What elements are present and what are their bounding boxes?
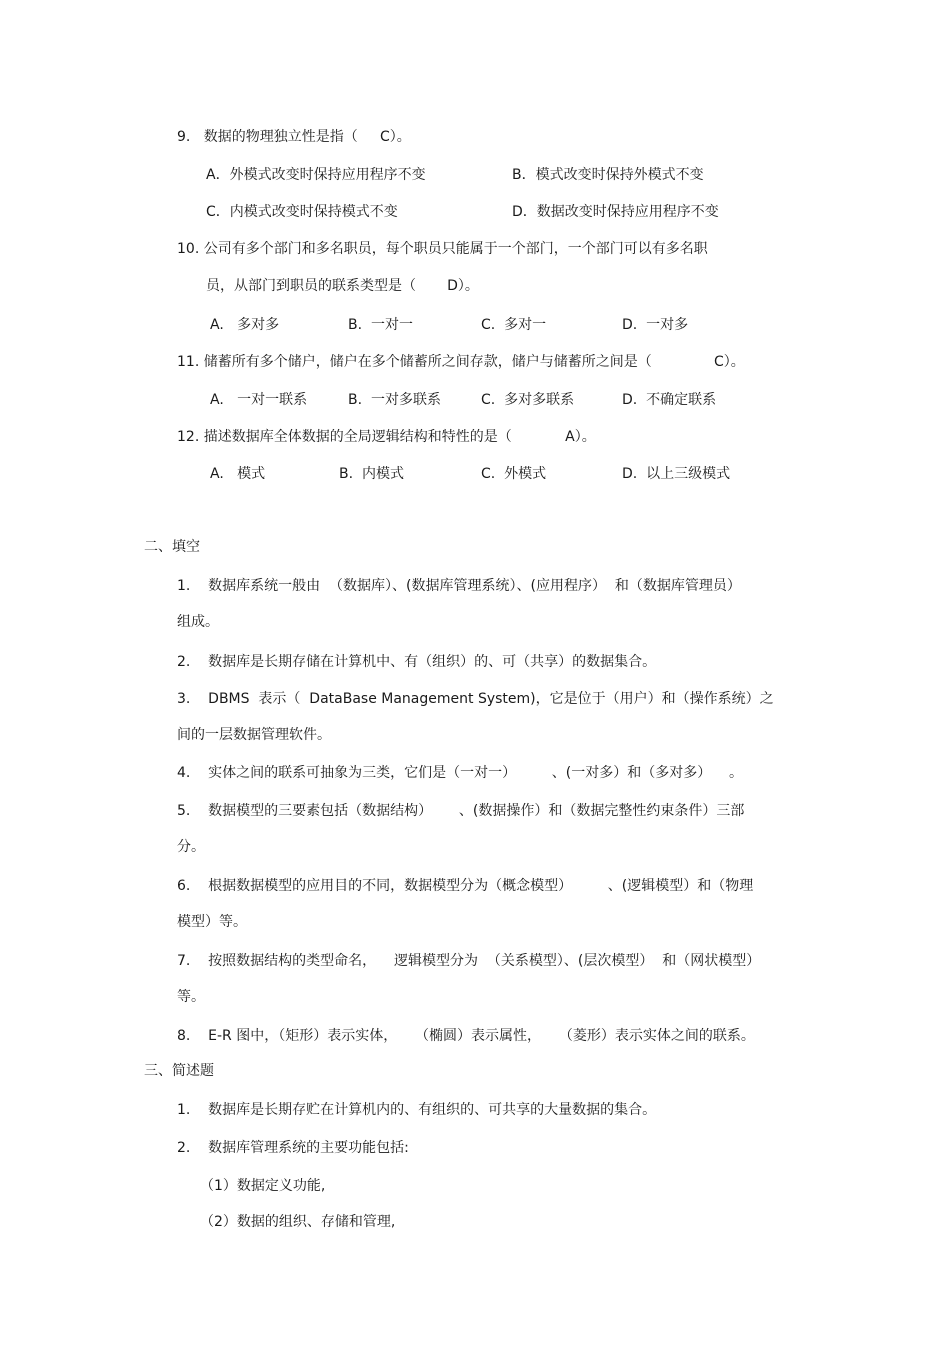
q10-option-d: D. 一对多 bbox=[622, 317, 689, 333]
fill-item-6-line1: 6. 根据数据模型的应用目的不同，数据模型分为（概念模型） 、(逻辑模型）和（物理 bbox=[177, 878, 754, 894]
fill-item-8: 8. E-R 图中，（矩形）表示实体， （椭圆）表示属性， （菱形）表示实体之间的联系。 bbox=[177, 1028, 755, 1044]
fill-item-5-line1: 5. 数据模型的三要素包括（数据结构） 、(数据操作）和（数据完整性约束条件）三部 bbox=[177, 803, 745, 819]
fill-item-3-line2: 间的一层数据管理软件。 bbox=[177, 727, 331, 743]
q9-option-b: B．模式改变时保持外模式不变 bbox=[512, 167, 704, 183]
short-answer-subitem-2: （2）数据的组织、存储和管理, bbox=[200, 1214, 396, 1230]
fill-item-7-line1: 7. 按照数据结构的类型命名， 逻辑模型分为 （关系模型）、(层次模型） 和（网状模型） bbox=[177, 953, 761, 969]
q11-option-c: C. 多对多联系 bbox=[481, 392, 575, 408]
q10-option-a: A. 多对多 bbox=[210, 317, 280, 333]
fill-item-5-line2: 分。 bbox=[177, 839, 205, 855]
fill-item-6-line2: 模型）等。 bbox=[177, 914, 247, 930]
q10-option-b: B. 一对一 bbox=[348, 317, 413, 333]
fill-item-1-line2: 组成。 bbox=[177, 614, 219, 630]
q11-stem: 11. 储蓄所有多个储户，储户在多个储蓄所之间存款，储户与储蓄所之间是（ C）。 bbox=[177, 354, 745, 370]
q12-stem: 12. 描述数据库全体数据的全局逻辑结构和特性的是（ A）。 bbox=[177, 429, 596, 445]
q10-option-c: C. 多对一 bbox=[481, 317, 547, 333]
q10-stem-line2: 员，从部门到职员的联系类型是（ D）。 bbox=[206, 278, 479, 294]
q11-option-a: A. 一对一联系 bbox=[210, 392, 308, 408]
fill-item-2: 2. 数据库是长期存储在计算机中、有（组织）的、可（共享）的数据集合。 bbox=[177, 654, 657, 670]
fill-section-heading: 二、填空 bbox=[144, 539, 200, 555]
fill-item-7-line2: 等。 bbox=[177, 989, 205, 1005]
short-answer-item-2: 2. 数据库管理系统的主要功能包括: bbox=[177, 1140, 409, 1156]
short-answer-subitem-1: （1）数据定义功能, bbox=[200, 1178, 326, 1194]
q9-option-a: A．外模式改变时保持应用程序不变 bbox=[206, 167, 426, 183]
q10-stem-line1: 10. 公司有多个部门和多名职员，每个职员只能属于一个部门，一个部门可以有多名职 bbox=[177, 241, 708, 257]
q9-option-c: C．内模式改变时保持模式不变 bbox=[206, 204, 398, 220]
fill-item-3-line1: 3. DBMS 表示（ DataBase Management System)，它是位于（用户）和（操作系统）之 bbox=[177, 691, 774, 707]
q12-option-a: A. 模式 bbox=[210, 466, 266, 482]
q12-option-b: B. 内模式 bbox=[339, 466, 404, 482]
short-answer-heading: 三、简述题 bbox=[144, 1063, 214, 1079]
short-answer-item-1: 1. 数据库是长期存贮在计算机内的、有组织的、可共享的大量数据的集合。 bbox=[177, 1102, 657, 1118]
q12-option-c: C. 外模式 bbox=[481, 466, 547, 482]
fill-item-4: 4. 实体之间的联系可抽象为三类，它们是（一对一） 、(一对多）和（多对多） 。 bbox=[177, 765, 744, 781]
q9-stem: 9. 数据的物理独立性是指（ C）。 bbox=[177, 129, 411, 145]
q11-option-d: D. 不确定联系 bbox=[622, 392, 717, 408]
fill-item-1-line1: 1. 数据库系统一般由 （数据库）、(数据库管理系统）、(应用程序） 和（数据库管理员） bbox=[177, 578, 741, 594]
q11-option-b: B. 一对多联系 bbox=[348, 392, 441, 408]
q9-option-d: D．数据改变时保持应用程序不变 bbox=[512, 204, 719, 220]
q12-option-d: D. 以上三级模式 bbox=[622, 466, 731, 482]
